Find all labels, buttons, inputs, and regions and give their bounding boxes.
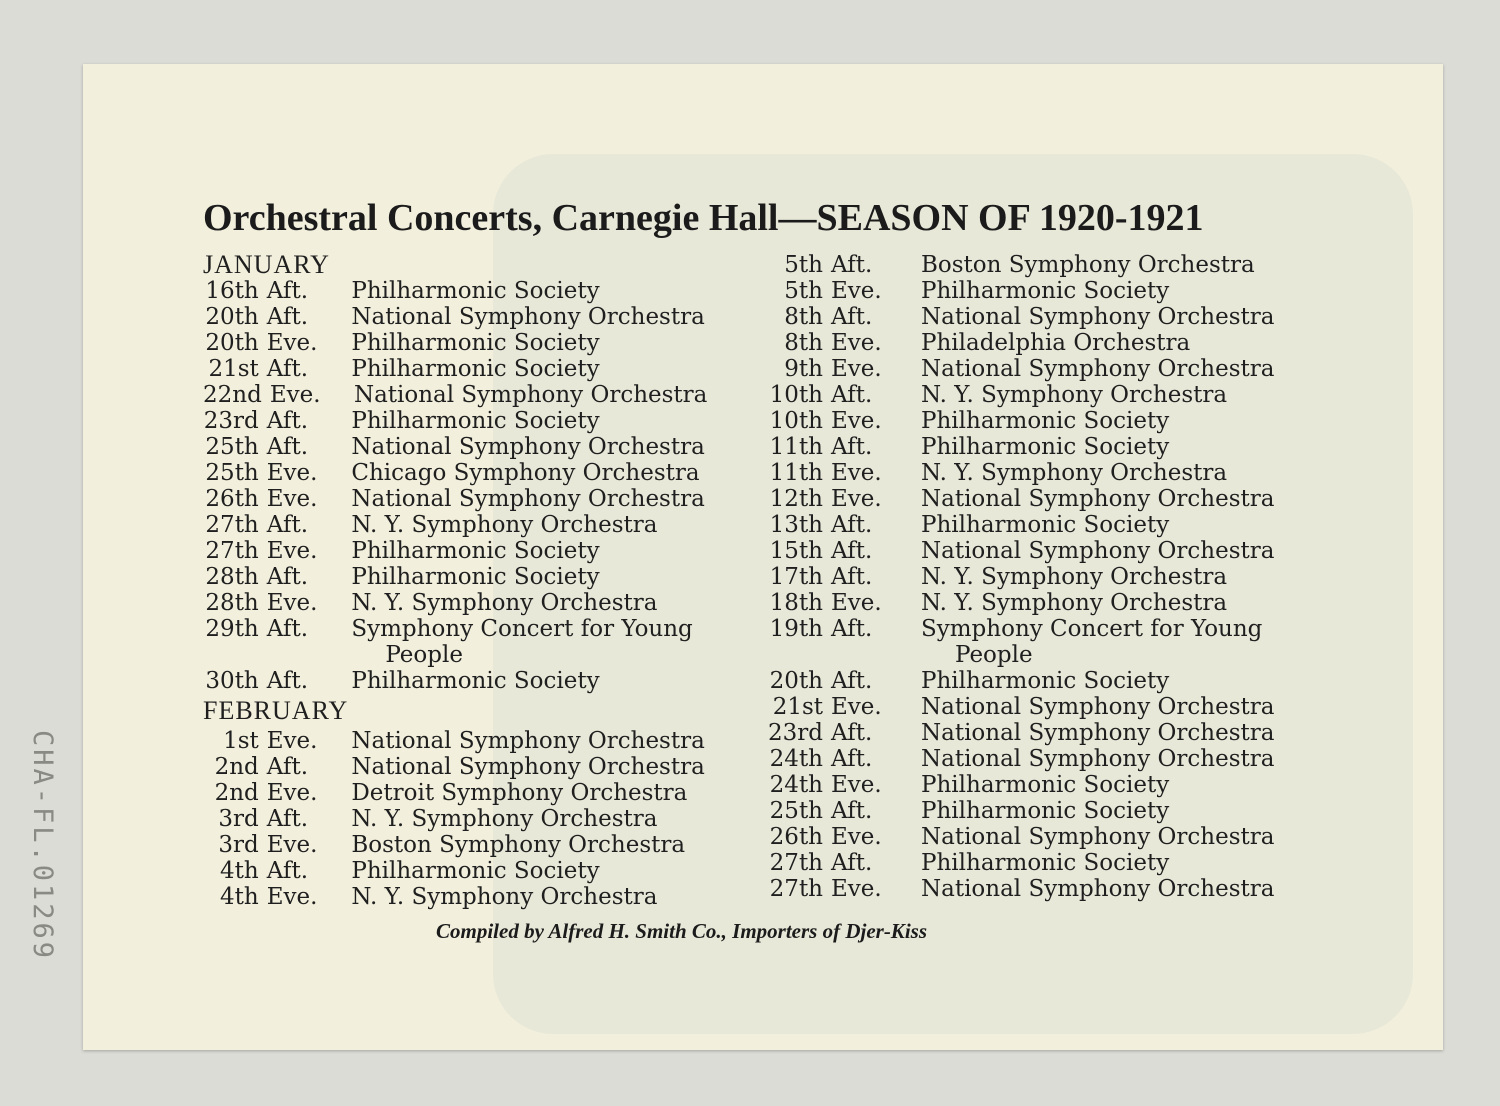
performer-name: Boston Symphony Orchestra xyxy=(921,252,1255,278)
concert-time: Aft. xyxy=(266,356,309,382)
performer-name: National Symphony Orchestra xyxy=(921,304,1275,330)
concert-date: 28th xyxy=(205,564,259,590)
concert-row xyxy=(763,252,1373,278)
concert-performer xyxy=(907,772,1301,798)
performer-name: N. Y. Symphony Orchestra xyxy=(921,382,1228,408)
concert-date: 26th xyxy=(205,486,259,512)
concert-row xyxy=(203,668,723,694)
concert-performer xyxy=(907,850,1301,876)
performer-name: N. Y. Symphony Orchestra xyxy=(921,460,1228,486)
concert-row xyxy=(203,590,723,616)
concert-date: 28th xyxy=(205,590,259,616)
concert-date: 2nd xyxy=(214,754,259,780)
concert-row xyxy=(203,512,723,538)
concert-performer xyxy=(907,590,1301,616)
concert-row xyxy=(763,720,1373,746)
concert-performer xyxy=(340,382,723,408)
concert-row xyxy=(203,356,723,382)
concert-performer xyxy=(337,512,723,538)
concert-date: 24th xyxy=(769,746,823,772)
concert-row xyxy=(763,798,1373,824)
performer-name: National Symphony Orchestra xyxy=(921,876,1275,902)
concert-performer xyxy=(337,356,723,382)
page-title: Orchestral Concerts, Carnegie Hall—SEASON OF 1920-1921 xyxy=(203,197,1204,239)
performer-name: N. Y. Symphony Orchestra xyxy=(351,806,658,832)
performer-name: Philharmonic Society xyxy=(351,408,600,434)
performer-name: National Symphony Orchestra xyxy=(351,728,705,754)
concert-row xyxy=(203,460,723,486)
concert-time: Eve. xyxy=(266,884,318,910)
january-concert-list xyxy=(203,278,723,694)
performer-name: Philharmonic Society xyxy=(921,772,1170,798)
concert-time: Aft. xyxy=(266,512,309,538)
concert-time: Eve. xyxy=(831,408,882,434)
concert-date: 12th xyxy=(769,486,823,512)
concert-time: Aft. xyxy=(266,858,309,884)
performer-name: National Symphony Orchestra xyxy=(921,824,1275,850)
concert-time: Aft. xyxy=(831,798,873,824)
concert-date: 20th xyxy=(205,330,259,356)
performer-name-continued: People xyxy=(385,642,463,668)
concert-time: Eve. xyxy=(831,486,882,512)
concert-time: Aft. xyxy=(831,512,873,538)
performer-name: N. Y. Symphony Orchestra xyxy=(351,884,658,910)
performer-name: Philharmonic Society xyxy=(351,564,600,590)
concert-performer xyxy=(907,720,1301,746)
concert-performer xyxy=(907,538,1301,564)
concert-row xyxy=(763,356,1373,382)
right-column xyxy=(763,252,1373,902)
concert-date: 29th xyxy=(205,616,259,642)
concert-performer xyxy=(337,564,723,590)
concert-row xyxy=(763,434,1373,460)
concert-time: Aft. xyxy=(831,538,873,564)
concert-date: 16th xyxy=(205,278,259,304)
performer-name: Boston Symphony Orchestra xyxy=(351,832,686,858)
concert-performer xyxy=(907,330,1301,356)
concert-performer xyxy=(337,806,723,832)
month-heading-january: JANUARY xyxy=(203,250,330,279)
concert-performer xyxy=(337,858,723,884)
concert-row xyxy=(763,382,1373,408)
concert-time: Aft. xyxy=(266,564,309,590)
concert-date: 27th xyxy=(205,538,259,564)
concert-date: 25th xyxy=(205,460,259,486)
concert-time: Aft. xyxy=(831,564,873,590)
concert-time: Eve. xyxy=(831,330,882,356)
concert-performer xyxy=(337,780,723,806)
performer-name: National Symphony Orchestra xyxy=(921,720,1275,746)
concert-row xyxy=(763,486,1373,512)
concert-row xyxy=(763,538,1373,564)
concert-time: Aft. xyxy=(831,850,873,876)
concert-date: 20th xyxy=(205,304,259,330)
performer-name: Philharmonic Society xyxy=(351,668,600,694)
february-concert-list-continued xyxy=(763,252,1373,902)
concert-date: 19th xyxy=(769,616,823,642)
concert-time: Aft. xyxy=(831,434,873,460)
concert-row xyxy=(763,772,1373,798)
concert-performer xyxy=(337,434,723,460)
concert-row xyxy=(763,408,1373,434)
concert-row xyxy=(203,382,723,408)
catalog-number: CHA-FL.01269 xyxy=(27,730,58,962)
performer-name: N. Y. Symphony Orchestra xyxy=(921,564,1228,590)
concert-date: 23rd xyxy=(768,720,823,746)
concert-performer xyxy=(907,486,1301,512)
concert-row xyxy=(203,304,723,330)
concert-row xyxy=(203,278,723,304)
concert-row xyxy=(203,858,723,884)
performer-name: National Symphony Orchestra xyxy=(921,538,1275,564)
performer-name: National Symphony Orchestra xyxy=(351,754,705,780)
concert-row xyxy=(763,330,1373,356)
concert-row xyxy=(763,616,1373,668)
left-column xyxy=(203,252,723,910)
performer-name: Philharmonic Society xyxy=(351,858,600,884)
concert-time: Aft. xyxy=(266,304,309,330)
concert-time: Aft. xyxy=(831,746,873,772)
concert-performer xyxy=(907,356,1301,382)
concert-time: Aft. xyxy=(831,616,873,642)
concert-time: Aft. xyxy=(266,754,309,780)
concert-performer xyxy=(907,512,1301,538)
concert-performer xyxy=(337,832,723,858)
concert-time: Aft. xyxy=(831,382,873,408)
concert-performer xyxy=(337,278,723,304)
concert-date: 15th xyxy=(769,538,823,564)
concert-performer xyxy=(337,728,723,754)
concert-date: 8th xyxy=(784,330,823,356)
performer-name: Philharmonic Society xyxy=(921,850,1170,876)
concert-performer xyxy=(337,754,723,780)
concert-performer xyxy=(337,668,723,694)
concert-date: 27th xyxy=(769,876,823,902)
concert-date: 17th xyxy=(769,564,823,590)
performer-name: Philharmonic Society xyxy=(921,798,1170,824)
concert-time: Eve. xyxy=(831,876,882,902)
concert-time: Eve. xyxy=(266,460,318,486)
performer-name: National Symphony Orchestra xyxy=(353,382,708,408)
concert-performer xyxy=(337,590,723,616)
concert-row xyxy=(203,754,723,780)
concert-date: 25th xyxy=(769,798,823,824)
concert-performer xyxy=(337,408,723,434)
performer-name: Philharmonic Society xyxy=(921,512,1170,538)
concert-row xyxy=(763,460,1373,486)
concert-date: 23rd xyxy=(203,408,259,434)
concert-date: 30th xyxy=(205,668,259,694)
concert-date: 3rd xyxy=(218,806,259,832)
concert-time: Eve. xyxy=(831,772,882,798)
concert-date: 21st xyxy=(772,694,823,720)
concert-time: Aft. xyxy=(266,668,309,694)
performer-name: Philadelphia Orchestra xyxy=(921,330,1191,356)
concert-time: Aft. xyxy=(831,304,873,330)
performer-name: Chicago Symphony Orchestra xyxy=(351,460,700,486)
concert-time: Eve. xyxy=(266,728,318,754)
concert-row xyxy=(203,728,723,754)
concert-performer xyxy=(907,746,1301,772)
concert-date: 25th xyxy=(205,434,259,460)
performer-name: N. Y. Symphony Orchestra xyxy=(921,590,1228,616)
month-heading-february: FEBRUARY xyxy=(203,696,349,725)
concert-row xyxy=(203,884,723,910)
concert-performer xyxy=(337,884,723,910)
concert-date: 22nd xyxy=(203,382,262,408)
concert-row xyxy=(203,330,723,356)
concert-date: 4th xyxy=(220,884,259,910)
concert-performer xyxy=(337,616,723,668)
concert-row xyxy=(763,876,1373,902)
performer-name: Philharmonic Society xyxy=(921,408,1170,434)
concert-date: 9th xyxy=(784,356,823,382)
performer-name: Philharmonic Society xyxy=(351,330,600,356)
performer-name: Detroit Symphony Orchestra xyxy=(351,780,688,806)
concert-row xyxy=(203,538,723,564)
concert-time: Eve. xyxy=(266,780,318,806)
concert-row xyxy=(203,434,723,460)
concert-time: Eve. xyxy=(266,538,318,564)
concert-performer xyxy=(907,564,1301,590)
concert-program-sheet xyxy=(83,64,1443,1050)
concert-row xyxy=(763,746,1373,772)
concert-time: Eve. xyxy=(831,824,882,850)
performer-name: N. Y. Symphony Orchestra xyxy=(351,590,658,616)
concert-date: 20th xyxy=(769,668,823,694)
concert-performer xyxy=(337,538,723,564)
performer-name: National Symphony Orchestra xyxy=(921,694,1275,720)
concert-time: Eve. xyxy=(831,590,882,616)
concert-time: Aft. xyxy=(266,434,309,460)
concert-performer xyxy=(907,824,1301,850)
concert-row xyxy=(203,486,723,512)
concert-performer xyxy=(337,304,723,330)
concert-performer xyxy=(907,434,1301,460)
performer-name: National Symphony Orchestra xyxy=(921,356,1275,382)
concert-date: 5th xyxy=(784,252,823,278)
concert-time: Aft. xyxy=(831,720,873,746)
performer-name-continued: People xyxy=(955,642,1033,668)
footer-credit: Compiled by Alfred H. Smith Co., Importers of Djer-Kiss xyxy=(436,919,927,943)
performer-name: National Symphony Orchestra xyxy=(351,486,705,512)
performer-name: National Symphony Orchestra xyxy=(351,304,705,330)
concert-row xyxy=(203,806,723,832)
concert-time: Eve. xyxy=(266,486,318,512)
performer-name: Philharmonic Society xyxy=(921,668,1170,694)
concert-time: Aft. xyxy=(266,616,309,642)
concert-row xyxy=(763,668,1373,694)
concert-row xyxy=(203,564,723,590)
concert-date: 26th xyxy=(769,824,823,850)
concert-row xyxy=(203,832,723,858)
concert-time: Eve. xyxy=(831,694,882,720)
concert-date: 27th xyxy=(769,850,823,876)
concert-row xyxy=(763,850,1373,876)
concert-date: 27th xyxy=(205,512,259,538)
concert-performer xyxy=(907,278,1301,304)
concert-row xyxy=(763,564,1373,590)
concert-date: 4th xyxy=(220,858,259,884)
concert-date: 11th xyxy=(769,460,823,486)
concert-performer xyxy=(907,408,1301,434)
concert-row xyxy=(763,512,1373,538)
performer-name: National Symphony Orchestra xyxy=(921,746,1275,772)
concert-performer xyxy=(907,460,1301,486)
concert-performer xyxy=(907,668,1301,694)
concert-time: Eve. xyxy=(831,460,882,486)
concert-row xyxy=(763,824,1373,850)
concert-time: Eve. xyxy=(831,356,882,382)
concert-time: Aft. xyxy=(266,806,309,832)
concert-performer xyxy=(907,876,1301,902)
concert-date: 10th xyxy=(769,408,823,434)
concert-time: Aft. xyxy=(266,278,309,304)
performer-name: Symphony Concert for Young xyxy=(921,616,1263,642)
concert-time: Aft. xyxy=(266,408,309,434)
concert-performer xyxy=(907,382,1301,408)
concert-row xyxy=(203,408,723,434)
concert-performer xyxy=(907,798,1301,824)
concert-date: 13th xyxy=(769,512,823,538)
concert-performer xyxy=(337,486,723,512)
concert-date: 24th xyxy=(769,772,823,798)
concert-row xyxy=(763,278,1373,304)
concert-time: Eve. xyxy=(266,590,318,616)
concert-date: 3rd xyxy=(218,832,259,858)
performer-name: Philharmonic Society xyxy=(351,278,600,304)
concert-time: Aft. xyxy=(831,668,873,694)
concert-date: 11th xyxy=(769,434,823,460)
performer-name: Symphony Concert for Young xyxy=(351,616,693,642)
concert-date: 8th xyxy=(784,304,823,330)
performer-name: N. Y. Symphony Orchestra xyxy=(351,512,658,538)
concert-time: Eve. xyxy=(266,832,318,858)
concert-date: 10th xyxy=(769,382,823,408)
concert-performer xyxy=(337,330,723,356)
concert-date: 5th xyxy=(784,278,823,304)
concert-performer xyxy=(907,616,1301,668)
concert-time: Eve. xyxy=(831,278,882,304)
performer-name: National Symphony Orchestra xyxy=(351,434,705,460)
concert-row xyxy=(763,694,1373,720)
performer-name: Philharmonic Society xyxy=(921,434,1170,460)
concert-time: Eve. xyxy=(266,330,318,356)
concert-performer xyxy=(907,304,1301,330)
concert-row xyxy=(763,304,1373,330)
concert-row xyxy=(763,590,1373,616)
concert-performer xyxy=(907,694,1301,720)
performer-name: Philharmonic Society xyxy=(921,278,1170,304)
concert-row xyxy=(203,780,723,806)
performer-name: Philharmonic Society xyxy=(351,356,600,382)
concert-performer xyxy=(907,252,1301,278)
concert-date: 2nd xyxy=(214,780,259,806)
concert-date: 21st xyxy=(208,356,259,382)
concert-date: 18th xyxy=(769,590,823,616)
concert-performer xyxy=(337,460,723,486)
february-concert-list xyxy=(203,728,723,910)
concert-time: Aft. xyxy=(831,252,873,278)
concert-time: Eve. xyxy=(269,382,321,408)
concert-row xyxy=(203,616,723,668)
concert-date: 1st xyxy=(223,728,259,754)
performer-name: Philharmonic Society xyxy=(351,538,600,564)
performer-name: National Symphony Orchestra xyxy=(921,486,1275,512)
